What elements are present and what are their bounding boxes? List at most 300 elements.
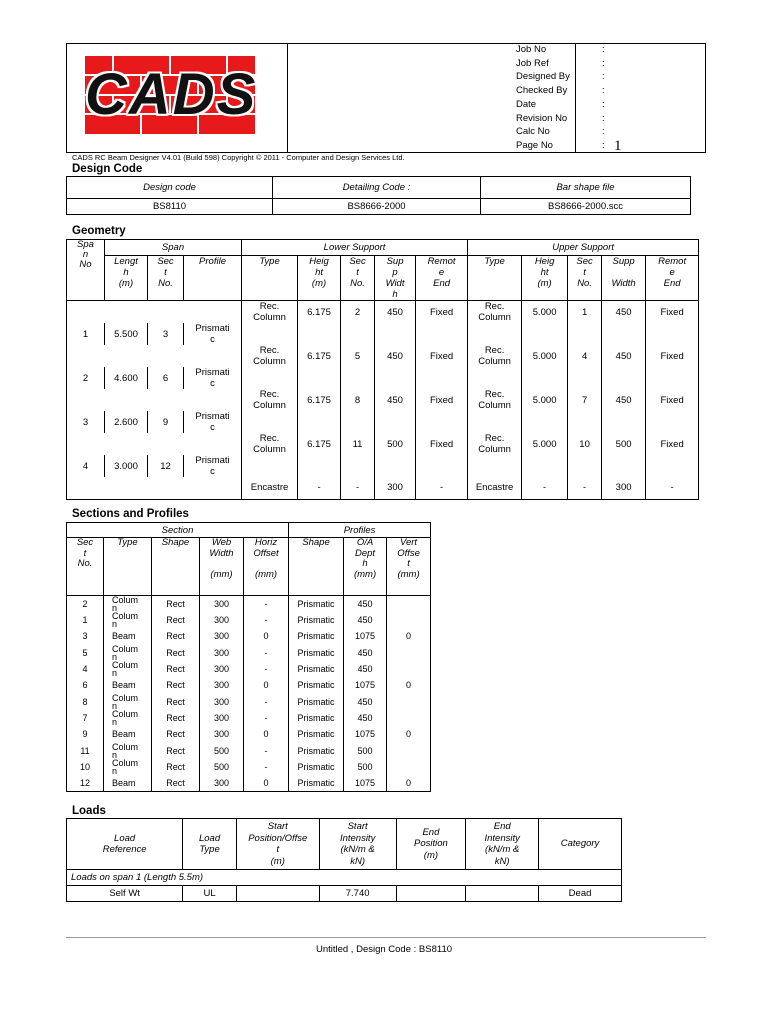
geo-empty-cell (646, 411, 699, 433)
loads-header-cell: Category (539, 819, 622, 870)
sec-cell (387, 742, 431, 758)
sec-cell: Rect (152, 759, 200, 775)
geo-support-uh: - (522, 477, 568, 499)
geo-span-profile: Prismati c (184, 367, 242, 389)
sec-header-row (67, 538, 431, 596)
sec-cell: 450 (344, 596, 387, 613)
geo-header-cell: Type (242, 256, 298, 301)
sec-cell: 1 (67, 612, 104, 628)
geometry-title: Geometry (72, 225, 126, 237)
geo-span-row (67, 323, 699, 345)
sec-cell: - (244, 742, 289, 758)
geo-empty-cell (468, 367, 522, 389)
sec-cell: Colum n (104, 742, 152, 758)
sec-cell: Prismatic (289, 645, 344, 661)
sec-header-cell: Shape (152, 538, 200, 596)
loads-header-cell: Load Reference (67, 819, 183, 870)
geo-support-us: 10 (568, 433, 602, 455)
header-field-label: Checked By (516, 85, 568, 97)
geo-group-lower-support: Lower Support (242, 240, 468, 256)
sec-cell (387, 759, 431, 775)
sec-cell: 500 (344, 742, 387, 758)
geo-span-profile: Prismati c (184, 323, 242, 345)
sec-cell: 450 (344, 612, 387, 628)
sec-header-cell: Sec t No. (67, 538, 104, 596)
geo-support-uh: 5.000 (522, 433, 568, 455)
geo-span-length: 2.600 (105, 411, 148, 433)
sections-title: Sections and Profiles (72, 508, 189, 520)
geo-empty-cell (242, 455, 298, 477)
geo-span-spacer (67, 345, 242, 367)
sec-cell: 300 (200, 596, 244, 613)
sec-header-cell: Type (104, 538, 152, 596)
geo-support-ls: 2 (341, 301, 375, 324)
sec-cell: 450 (344, 645, 387, 661)
sec-cell: Beam (104, 677, 152, 693)
geo-empty-cell (298, 411, 341, 433)
geo-span-row (67, 367, 699, 389)
geo-empty-cell (416, 455, 468, 477)
sec-cell: - (244, 759, 289, 775)
sec-cell: 2 (67, 596, 104, 613)
sec-cell: 1075 (344, 628, 387, 644)
sections-table (66, 522, 431, 792)
design-code-table (66, 176, 691, 215)
loads-cell: Dead (539, 886, 622, 902)
geo-header-cell: Remot e End (646, 256, 699, 301)
copyright-text: CADS RC Beam Designer V4.01 (Build 598) Copyright © 2011 - Computer and Design Services Ltd. (72, 153, 405, 162)
geo-header-row (67, 256, 699, 301)
sec-cell: Prismatic (289, 726, 344, 742)
sec-cell: 300 (200, 693, 244, 709)
sec-cell: Rect (152, 710, 200, 726)
geo-span-length: 4.600 (105, 367, 148, 389)
geo-support-ur: Fixed (646, 345, 699, 367)
sec-row (67, 775, 431, 791)
sec-cell: - (244, 612, 289, 628)
geo-span-length: 3.000 (105, 455, 148, 477)
sec-cell: 10 (67, 759, 104, 775)
sec-cell: Prismatic (289, 677, 344, 693)
loads-cell: UL (183, 886, 237, 902)
geo-support-uh: 5.000 (522, 389, 568, 411)
sec-cell: - (244, 693, 289, 709)
sec-cell: Prismatic (289, 612, 344, 628)
design-code-header: Design code (67, 177, 273, 199)
sec-cell: Prismatic (289, 775, 344, 791)
geo-empty-cell (375, 411, 416, 433)
sec-row (67, 710, 431, 726)
sec-cell: 9 (67, 726, 104, 742)
geo-empty-cell (522, 455, 568, 477)
geo-support-utype: Rec. Column (468, 433, 522, 455)
header-field-colon: : (602, 98, 605, 110)
sec-cell: Colum n (104, 693, 152, 709)
geo-group-upper-support: Upper Support (468, 240, 699, 256)
geo-empty-cell (468, 455, 522, 477)
geo-empty-cell (298, 455, 341, 477)
geo-span-sect: 9 (148, 411, 184, 433)
header-field-label: Job No (516, 44, 547, 55)
geo-empty-cell (568, 367, 602, 389)
sec-row (67, 759, 431, 775)
geo-support-lw: 450 (375, 389, 416, 411)
loads-table (66, 818, 622, 902)
sec-header-cell: Shape (289, 538, 344, 596)
header-field-colon: : (602, 71, 605, 83)
geo-support-lw: 450 (375, 345, 416, 367)
sec-cell: Colum n (104, 645, 152, 661)
sec-cell: 11 (67, 742, 104, 758)
sec-header-cell: Vert Offse t (mm) (387, 538, 431, 596)
sec-cell: - (244, 661, 289, 677)
loads-header-cell: End Intensity (kN/m & kN) (466, 819, 539, 870)
geo-support-lh: 6.175 (298, 433, 341, 455)
detailing-code-header: Detailing Code : (273, 177, 481, 199)
geo-span-spacer (67, 301, 242, 324)
geo-empty-cell (375, 367, 416, 389)
geo-empty-cell (602, 367, 646, 389)
sec-cell: Colum n (104, 661, 152, 677)
sec-cell: 12 (67, 775, 104, 791)
sec-cell: 300 (200, 628, 244, 644)
geo-support-lr: Fixed (416, 345, 468, 367)
geo-empty-cell (522, 411, 568, 433)
sec-row (67, 645, 431, 661)
geo-support-uw: 450 (602, 345, 646, 367)
sec-cell: Prismatic (289, 742, 344, 758)
geo-empty-cell (375, 455, 416, 477)
geo-empty-cell (416, 411, 468, 433)
sec-cell: Rect (152, 742, 200, 758)
geo-support-ur: Fixed (646, 301, 699, 324)
geo-support-ls: - (341, 477, 375, 499)
geo-support-lr: - (416, 477, 468, 499)
header-field-label: Page No (516, 139, 553, 151)
sec-group-profiles: Profiles (289, 523, 431, 538)
geo-empty-cell (568, 411, 602, 433)
sec-cell (387, 596, 431, 613)
header-field-colon: : (602, 57, 605, 69)
header-field-colon: : (602, 139, 605, 151)
sec-cell: - (244, 645, 289, 661)
sec-row (67, 596, 431, 613)
sec-cell: Rect (152, 645, 200, 661)
geo-empty-cell (522, 323, 568, 345)
geo-support-row (67, 433, 699, 455)
header-field-colon: : (602, 126, 605, 138)
loads-header-cell: Load Type (183, 819, 237, 870)
geo-empty-cell (341, 367, 375, 389)
sec-cell: 300 (200, 710, 244, 726)
header-field-label: Job Ref (516, 57, 549, 69)
loads-row (67, 886, 622, 902)
geo-support-lh: - (298, 477, 341, 499)
geo-header-cell: Heig ht (m) (522, 256, 568, 301)
sec-row (67, 742, 431, 758)
sec-cell: Prismatic (289, 693, 344, 709)
sec-cell: 0 (387, 628, 431, 644)
geo-empty-cell (341, 455, 375, 477)
loads-header-cell: Start Position/Offse t (m) (236, 819, 319, 870)
geo-header-cell: Sec t No. (148, 256, 184, 301)
geometry-table (66, 239, 699, 500)
sec-row (67, 693, 431, 709)
sec-cell: 500 (200, 742, 244, 758)
geo-span-no: 3 (67, 411, 105, 433)
sec-cell: 0 (387, 677, 431, 693)
geo-empty-cell (522, 367, 568, 389)
bar-shape-file-value: BS8666-2000.scc (481, 199, 691, 215)
header-field-colon: : (602, 85, 605, 97)
header-field-label: Designed By (516, 71, 570, 83)
sec-row (67, 726, 431, 742)
geo-support-ur: Fixed (646, 389, 699, 411)
sec-cell: Rect (152, 775, 200, 791)
geo-support-ls: 11 (341, 433, 375, 455)
geo-support-lr: Fixed (416, 301, 468, 324)
loads-cell (466, 886, 539, 902)
geo-empty-cell (416, 323, 468, 345)
sec-cell: 1075 (344, 775, 387, 791)
sec-header-cell: Horiz Offset (mm) (244, 538, 289, 596)
sec-cell (387, 645, 431, 661)
sec-cell: 1075 (344, 726, 387, 742)
sec-header-cell: O/A Dept h (mm) (344, 538, 387, 596)
geo-support-lh: 6.175 (298, 301, 341, 324)
geo-empty-cell (646, 367, 699, 389)
sec-cell: Rect (152, 677, 200, 693)
geo-span-spacer (67, 433, 242, 455)
sec-cell: 500 (200, 759, 244, 775)
geo-support-ls: 8 (341, 389, 375, 411)
header-field-colon: : (602, 44, 605, 55)
geo-support-lh: 6.175 (298, 345, 341, 367)
sec-cell: Colum n (104, 596, 152, 613)
geo-header-span-no: Spa n No (67, 240, 105, 301)
sec-cell: 300 (200, 661, 244, 677)
sec-group-section: Section (67, 523, 289, 538)
sec-cell: 0 (244, 726, 289, 742)
geo-support-lw: 450 (375, 301, 416, 324)
geo-empty-cell (242, 323, 298, 345)
sec-cell: 1075 (344, 677, 387, 693)
geo-empty-cell (298, 323, 341, 345)
geo-header-cell: Heig ht (m) (298, 256, 341, 301)
geo-body (67, 301, 699, 500)
geo-support-ltype: Rec. Column (242, 301, 298, 324)
geo-empty-cell (568, 323, 602, 345)
sec-cell: Rect (152, 726, 200, 742)
geo-empty-cell (416, 367, 468, 389)
sec-row (67, 677, 431, 693)
geo-empty-cell (602, 323, 646, 345)
sec-cell (387, 661, 431, 677)
geo-empty-cell (341, 323, 375, 345)
sec-cell: 0 (387, 775, 431, 791)
sec-row (67, 661, 431, 677)
geo-support-lr: Fixed (416, 389, 468, 411)
geo-empty-cell (375, 323, 416, 345)
loads-title: Loads (72, 805, 106, 817)
header-field-label: Calc No (516, 126, 550, 138)
design-code-value: BS8110 (67, 199, 273, 215)
sec-cell: 450 (344, 661, 387, 677)
sec-cell: 5 (67, 645, 104, 661)
sec-cell: 4 (67, 661, 104, 677)
loads-group-row: Loads on span 1 (Length 5.5m) (67, 870, 622, 886)
bar-shape-file-header: Bar shape file (481, 177, 691, 199)
geo-support-ltype: Rec. Column (242, 345, 298, 367)
sec-cell: 0 (244, 628, 289, 644)
geo-span-no: 4 (67, 455, 105, 477)
geo-header-cell: Type (468, 256, 522, 301)
sec-cell: 0 (387, 726, 431, 742)
geo-support-uh: 5.000 (522, 301, 568, 324)
logo-text: CADS (85, 62, 258, 127)
sec-cell: 7 (67, 710, 104, 726)
geo-support-uw: 450 (602, 389, 646, 411)
geo-header-cell: Sup p Widt h (375, 256, 416, 301)
geo-support-ur: Fixed (646, 433, 699, 455)
geo-header-cell: Sec t No. (568, 256, 602, 301)
cads-logo (85, 56, 258, 134)
geo-support-us: 7 (568, 389, 602, 411)
geo-empty-cell (242, 367, 298, 389)
sec-row (67, 628, 431, 644)
geo-span-length: 5.500 (105, 323, 148, 345)
geo-empty-cell (646, 323, 699, 345)
header-field-colon: : (602, 112, 605, 124)
geo-support-ltype: Rec. Column (242, 389, 298, 411)
detailing-code-value: BS8666-2000 (273, 199, 481, 215)
geo-support-utype: Rec. Column (468, 389, 522, 411)
geo-span-sect: 12 (148, 455, 184, 477)
geo-empty-cell (242, 411, 298, 433)
geo-header-cell: Supp Width (602, 256, 646, 301)
sec-cell: 8 (67, 693, 104, 709)
sec-cell (387, 710, 431, 726)
geo-support-uw: 500 (602, 433, 646, 455)
geo-support-lw: 500 (375, 433, 416, 455)
geo-group-span: Span (105, 240, 242, 256)
geo-support-row (67, 389, 699, 411)
geo-support-uw: 450 (602, 301, 646, 324)
sec-cell: 300 (200, 612, 244, 628)
sec-cell: Prismatic (289, 759, 344, 775)
geo-support-row (67, 301, 699, 324)
geo-support-utype: Encastre (468, 477, 522, 499)
geo-empty-cell (468, 323, 522, 345)
geo-header-cell: Sec t No. (341, 256, 375, 301)
geo-span-no: 2 (67, 367, 105, 389)
loads-header-row (67, 819, 622, 870)
header-field-label: Revision No (516, 112, 568, 124)
sec-cell: - (244, 710, 289, 726)
geo-span-row (67, 455, 699, 477)
geo-span-sect: 6 (148, 367, 184, 389)
geo-support-ltype: Rec. Column (242, 433, 298, 455)
loads-body (67, 886, 622, 902)
geo-header-cell: Remot e End (416, 256, 468, 301)
loads-cell (236, 886, 319, 902)
sec-body (67, 596, 431, 792)
header-box (66, 43, 706, 153)
loads-cell: Self Wt (67, 886, 183, 902)
sec-cell: Rect (152, 596, 200, 613)
geo-support-utype: Rec. Column (468, 301, 522, 324)
geo-support-utype: Rec. Column (468, 345, 522, 367)
sec-cell: 450 (344, 693, 387, 709)
sec-cell (387, 612, 431, 628)
sec-cell: - (244, 596, 289, 613)
sec-cell: 3 (67, 628, 104, 644)
geo-empty-cell (341, 411, 375, 433)
sec-cell: 0 (244, 775, 289, 791)
logo-cell (67, 44, 288, 152)
geo-support-lh: 6.175 (298, 389, 341, 411)
sec-cell: 500 (344, 759, 387, 775)
sec-cell: Colum n (104, 612, 152, 628)
sec-cell: Prismatic (289, 710, 344, 726)
sec-cell: Prismatic (289, 661, 344, 677)
loads-cell (396, 886, 466, 902)
geo-support-lr: Fixed (416, 433, 468, 455)
sec-row (67, 612, 431, 628)
sec-cell (387, 693, 431, 709)
geo-empty-cell (568, 455, 602, 477)
sec-cell: Rect (152, 628, 200, 644)
sec-cell: 300 (200, 726, 244, 742)
geo-support-lw: 300 (375, 477, 416, 499)
geo-span-profile: Prismati c (184, 455, 242, 477)
sec-cell: 300 (200, 775, 244, 791)
sec-cell: Rect (152, 693, 200, 709)
geo-span-profile: Prismati c (184, 411, 242, 433)
geo-empty-cell (646, 455, 699, 477)
loads-header-cell: End Position (m) (396, 819, 466, 870)
geo-empty-cell (298, 367, 341, 389)
geo-support-row (67, 477, 699, 499)
geo-span-no: 1 (67, 323, 105, 345)
sec-cell: 450 (344, 710, 387, 726)
geo-empty-cell (468, 411, 522, 433)
sec-cell: 0 (244, 677, 289, 693)
geo-support-us: 4 (568, 345, 602, 367)
sec-cell: Colum n (104, 710, 152, 726)
footer-text: Untitled , Design Code : BS8110 (315, 944, 453, 955)
header-field-label: Date (516, 98, 537, 110)
geo-span-row (67, 411, 699, 433)
geo-support-ur: - (646, 477, 699, 499)
geo-header-cell: Lengt h (m) (105, 256, 148, 301)
geo-span-sect: 3 (148, 323, 184, 345)
loads-cell: 7.740 (319, 886, 396, 902)
loads-header-cell: Start Intensity (kN/m & kN) (319, 819, 396, 870)
sec-cell: 300 (200, 645, 244, 661)
footer-divider (66, 937, 706, 938)
sec-cell: Prismatic (289, 596, 344, 613)
geo-support-uw: 300 (602, 477, 646, 499)
sec-cell: Beam (104, 775, 152, 791)
sec-header-cell: Web Width (mm) (200, 538, 244, 596)
geo-support-us: - (568, 477, 602, 499)
sec-cell: Prismatic (289, 628, 344, 644)
sec-cell: Rect (152, 661, 200, 677)
design-code-title: Design Code (72, 163, 143, 175)
sec-cell: Colum n (104, 759, 152, 775)
sec-cell: Beam (104, 628, 152, 644)
